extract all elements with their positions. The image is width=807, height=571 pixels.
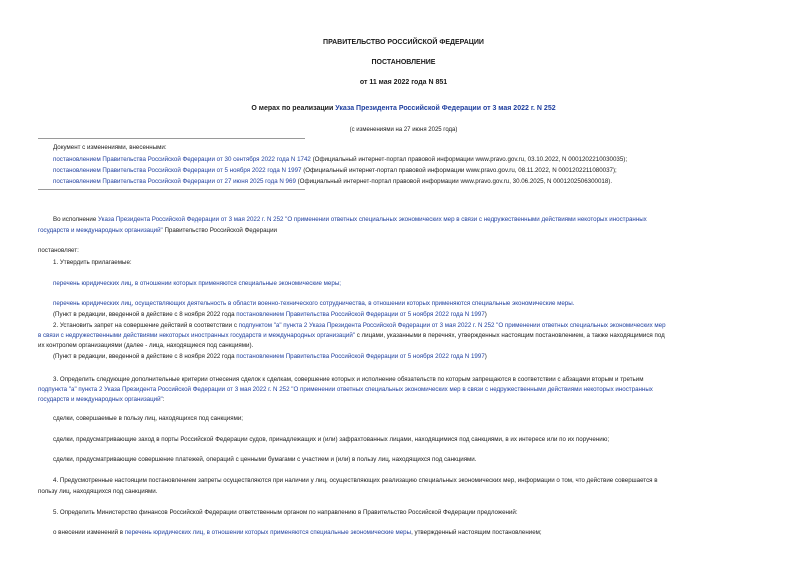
- clause-3-line: [38, 395, 165, 404]
- decree-word: постановляет:: [38, 247, 79, 254]
- clause-2-line: [38, 331, 665, 340]
- preamble-decree-link[interactable]: Указа Президента Российской Федерации от 3 мая 2022 г. N 252 "О применении ответных специальных экономических мер в связи с недружественными действиями некоторых иностранных: [98, 216, 647, 223]
- clause-3-colon: :: [162, 396, 165, 403]
- criterion-item: сделки, предусматривающие совершение платежей, операций с ценными бумагами с участием и (или) в пользу лиц, находящихся под санкциями.: [53, 456, 477, 463]
- clause-2-decree-link-cont[interactable]: в связи с недружественными действиями некоторых иностранных государств и международных организаций": [38, 332, 356, 339]
- clause-4-line: 4. Предусмотренные настоящим постановлением запреты осуществляются при наличии у лиц, осуществляющих реализацию специальных экономических мер, информации о том, что действие совершается в: [53, 477, 658, 484]
- clause-3-decree-link[interactable]: подпункта "а" пункта 2 Указа Президента Российской Федерации от 3 мая 2022 г. N 252 "О применении ответных специальных экономических мер в связи с недружественными действиями некоторых иностранных: [38, 386, 653, 393]
- clause-2-text: с лицами, указанными в перечнях, утвержденных настоящим постановлением, а также находящимися под: [355, 332, 665, 339]
- clause-1-edit-note: [53, 310, 487, 319]
- clause-5-text: о внесении изменений в: [53, 529, 125, 536]
- amendments-intro: Документ с изменениями, внесенными:: [53, 144, 167, 151]
- clause-4-line: пользу лиц, находящихся под санкциями.: [38, 488, 158, 495]
- document-date: от 11 мая 2022 года N 851: [359, 79, 448, 86]
- clause-1: 1. Утвердить прилагаемые:: [53, 259, 132, 266]
- clause-2-line: [53, 321, 666, 330]
- preamble-line: [53, 215, 647, 224]
- clause-3-decree-link-cont[interactable]: государств и международных организаций": [38, 396, 163, 403]
- amendment-link[interactable]: постановлением Правительства Российской Федерации от 27 июня 2025 года N 969: [53, 178, 296, 185]
- amendment-item: [53, 155, 627, 164]
- amendment-item: [53, 177, 612, 186]
- edit-note-end: ): [484, 353, 487, 360]
- amendment-source: (Официальный интернет-портал правовой информации www.pravo.gov.ru, 08.11.2022, N 0001202211080037);: [301, 167, 617, 174]
- preamble-tail: Правительство Российской Федерации: [162, 227, 277, 234]
- preamble-decree-link-cont[interactable]: государств и международных организаций": [38, 227, 163, 234]
- amendment-link[interactable]: постановлением Правительства Российской Федерации от 30 сентября 2022 года N 1742: [53, 156, 311, 163]
- edit-note-end: ): [484, 311, 487, 318]
- government-heading: ПРАВИТЕЛЬСТВО РОССИЙСКОЙ ФЕДЕРАЦИИ: [323, 39, 484, 46]
- preamble-start: Во исполнение: [53, 216, 98, 223]
- amendments-top-divider: [38, 138, 305, 139]
- document-type: ПОСТАНОВЛЕНИЕ: [371, 59, 436, 66]
- criterion-item: сделки, совершаемые в пользу лиц, находящихся под санкциями;: [53, 415, 243, 422]
- edit-note-text: (Пункт в редакции, введенной в действие с 8 ноября 2022 года: [53, 311, 237, 318]
- amendment-source: (Официальный интернет-портал правовой информации www.pravo.gov.ru, 03.10.2022, N 0001202210030035);: [310, 156, 628, 163]
- clause-2-edit-note: [53, 352, 487, 361]
- edit-note-link[interactable]: постановлением Правительства Российской Федерации от 5 ноября 2022 года N 1997: [236, 353, 485, 360]
- edit-note-text: (Пункт в редакции, введенной в действие с 8 ноября 2022 года: [53, 353, 237, 360]
- document-title: [0, 104, 807, 113]
- clause-5-text: , утвержденный настоящим постановлением;: [411, 529, 542, 536]
- edit-note-link[interactable]: постановлением Правительства Российской Федерации от 5 ноября 2022 года N 1997: [236, 311, 485, 318]
- amendment-source: (Официальный интернет-портал правовой информации www.pravo.gov.ru, 30.06.2025, N 0001202506300018).: [295, 178, 613, 185]
- title-prefix: О мерах по реализации: [251, 105, 336, 112]
- sanctions-list-link[interactable]: перечень юридических лиц, в отношении которых применяются специальные экономические меры;: [53, 280, 341, 287]
- sanctions-list-link[interactable]: перечень юридических лиц, в отношении которых применяются специальные экономические меры: [124, 529, 412, 536]
- military-list-link[interactable]: перечень юридических лиц, осуществляющих деятельность в области военно-технического сотрудничества, в отношении которых применяются специальные экономические меры.: [53, 300, 575, 307]
- clause-2-decree-link[interactable]: подпунктом "а" пункта 2 Указа Президента Российской Федерации от 3 мая 2022 г. N 252 "О применении ответных специальных экономических мер: [238, 322, 666, 329]
- clause-5-line: 5. Определить Министерство финансов Российской Федерации ответственным органом по направлению в Правительство Российской Федерации предложений:: [53, 509, 518, 516]
- clause-2-text: 2. Установить запрет на совершение действий в соответствии с: [53, 322, 239, 329]
- amendment-item: [53, 166, 617, 175]
- clause-5-line: [53, 528, 542, 537]
- amendments-bottom-divider: [38, 189, 305, 190]
- clause-3-line: 3. Определить следующие дополнительные критерии отнесения сделок к сделкам, совершение которых и исполнение обязательств по которым запрещаются в соответствии с абзацами вторым и третьим: [53, 376, 644, 383]
- title-decree-link[interactable]: Указа Президента Российской Федерации от 3 мая 2022 г. N 252: [335, 105, 556, 112]
- clause-2-line: их контролем организациями (далее - лица, находящиеся под санкциями).: [38, 342, 254, 349]
- changes-note: (с изменениями на 27 июня 2025 года): [349, 127, 458, 133]
- criterion-item: сделки, предусматривающие заход в порты Российской Федерации судов, принадлежащих и (или) зафрахтованных лицами, находящимися под санкциями, в их интересе или по их поручению;: [53, 436, 610, 443]
- amendment-link[interactable]: постановлением Правительства Российской Федерации от 5 ноября 2022 года N 1997: [53, 167, 302, 174]
- preamble-line: [38, 226, 277, 235]
